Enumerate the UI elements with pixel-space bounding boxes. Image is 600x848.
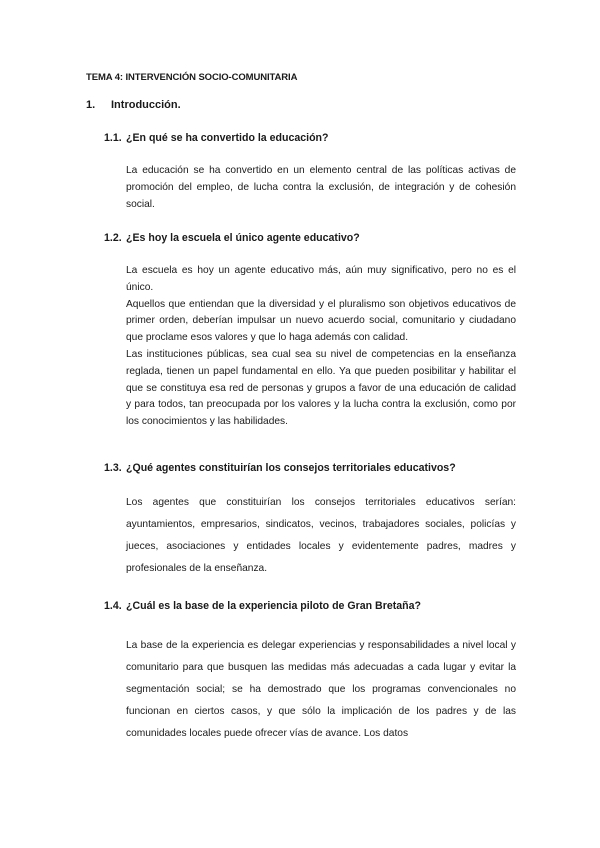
document-title: TEMA 4: INTERVENCIÓN SOCIO-COMUNITARIA (86, 72, 298, 83)
subsection-body-1-2 (126, 263, 516, 431)
section-number: 1. (86, 99, 96, 111)
subsection-body-1-3 (126, 492, 516, 580)
subsection-number: 1.3. (104, 462, 122, 474)
section-heading (86, 99, 181, 111)
subsection-number: 1.1. (104, 132, 122, 144)
subsection-body-1-4 (126, 635, 516, 745)
section-title: Introducción. (111, 99, 181, 111)
subsection-question: ¿Es hoy la escuela el único agente educativo? (126, 232, 360, 244)
subsection-number: 1.2. (104, 232, 122, 244)
subsection-heading-1-2 (104, 232, 360, 244)
subsection-question: ¿Qué agentes constituirían los consejos territoriales educativos? (126, 462, 456, 474)
paragraph: La escuela es hoy un agente educativo más, aún muy significativo, pero no es el único. (126, 265, 516, 293)
subsection-number: 1.4. (104, 600, 122, 612)
subsection-question: ¿Cuál es la base de la experiencia piloto de Gran Bretaña? (126, 600, 421, 612)
subsection-heading-1-1 (104, 132, 329, 144)
paragraph: Las instituciones públicas, sea cual sea su nivel de competencias en la enseñanza reglada, tienen un papel fundamental en ello. Ya que pueden posibilitar y habilitar el que se constituya esa red de personas y grupos a favor de una educación de calidad y para todos, tan preocupada por los valores y la lucha contra la exclusión, como por los conocimientos y las habilidades. (126, 348, 516, 428)
paragraph: La base de la experiencia es delegar experiencias y responsabilidades a nivel local y comunitario para que busquen las medidas más adecuadas a cada lugar y evitar la segmentación social; se ha demostrado que los programas convencionales no funcionan en ciertos casos, y que sólo la implicación de los padres y de las comunidades locales puede ofrecer vías de avance. Los datos (126, 640, 516, 739)
paragraph: Los agentes que constituirían los consejos territoriales educativos serían: ayuntamientos, empresarios, sindicatos, vecinos, trabajadores sociales, policías y jueces, asociaciones y entidades locales y evidentemente padres, madres y profesionales de la enseñanza. (126, 497, 516, 574)
subsection-question: ¿En qué se ha convertido la educación? (126, 132, 329, 144)
subsection-heading-1-3 (104, 462, 456, 474)
paragraph: Aquellos que entiendan que la diversidad y el pluralismo son objetivos educativos de primer orden, deberían impulsar un nuevo acuerdo social, comunitario y ciudadano que proclame esos valores y que lo haga además con calidad. (126, 298, 516, 344)
subsection-heading-1-4 (104, 600, 421, 612)
subsection-body-1-1 (126, 163, 516, 213)
paragraph: La educación se ha convertido en un elemento central de las políticas activas de promoción del empleo, de lucha contra la exclusión, de integración y de cohesión social. (126, 165, 516, 210)
